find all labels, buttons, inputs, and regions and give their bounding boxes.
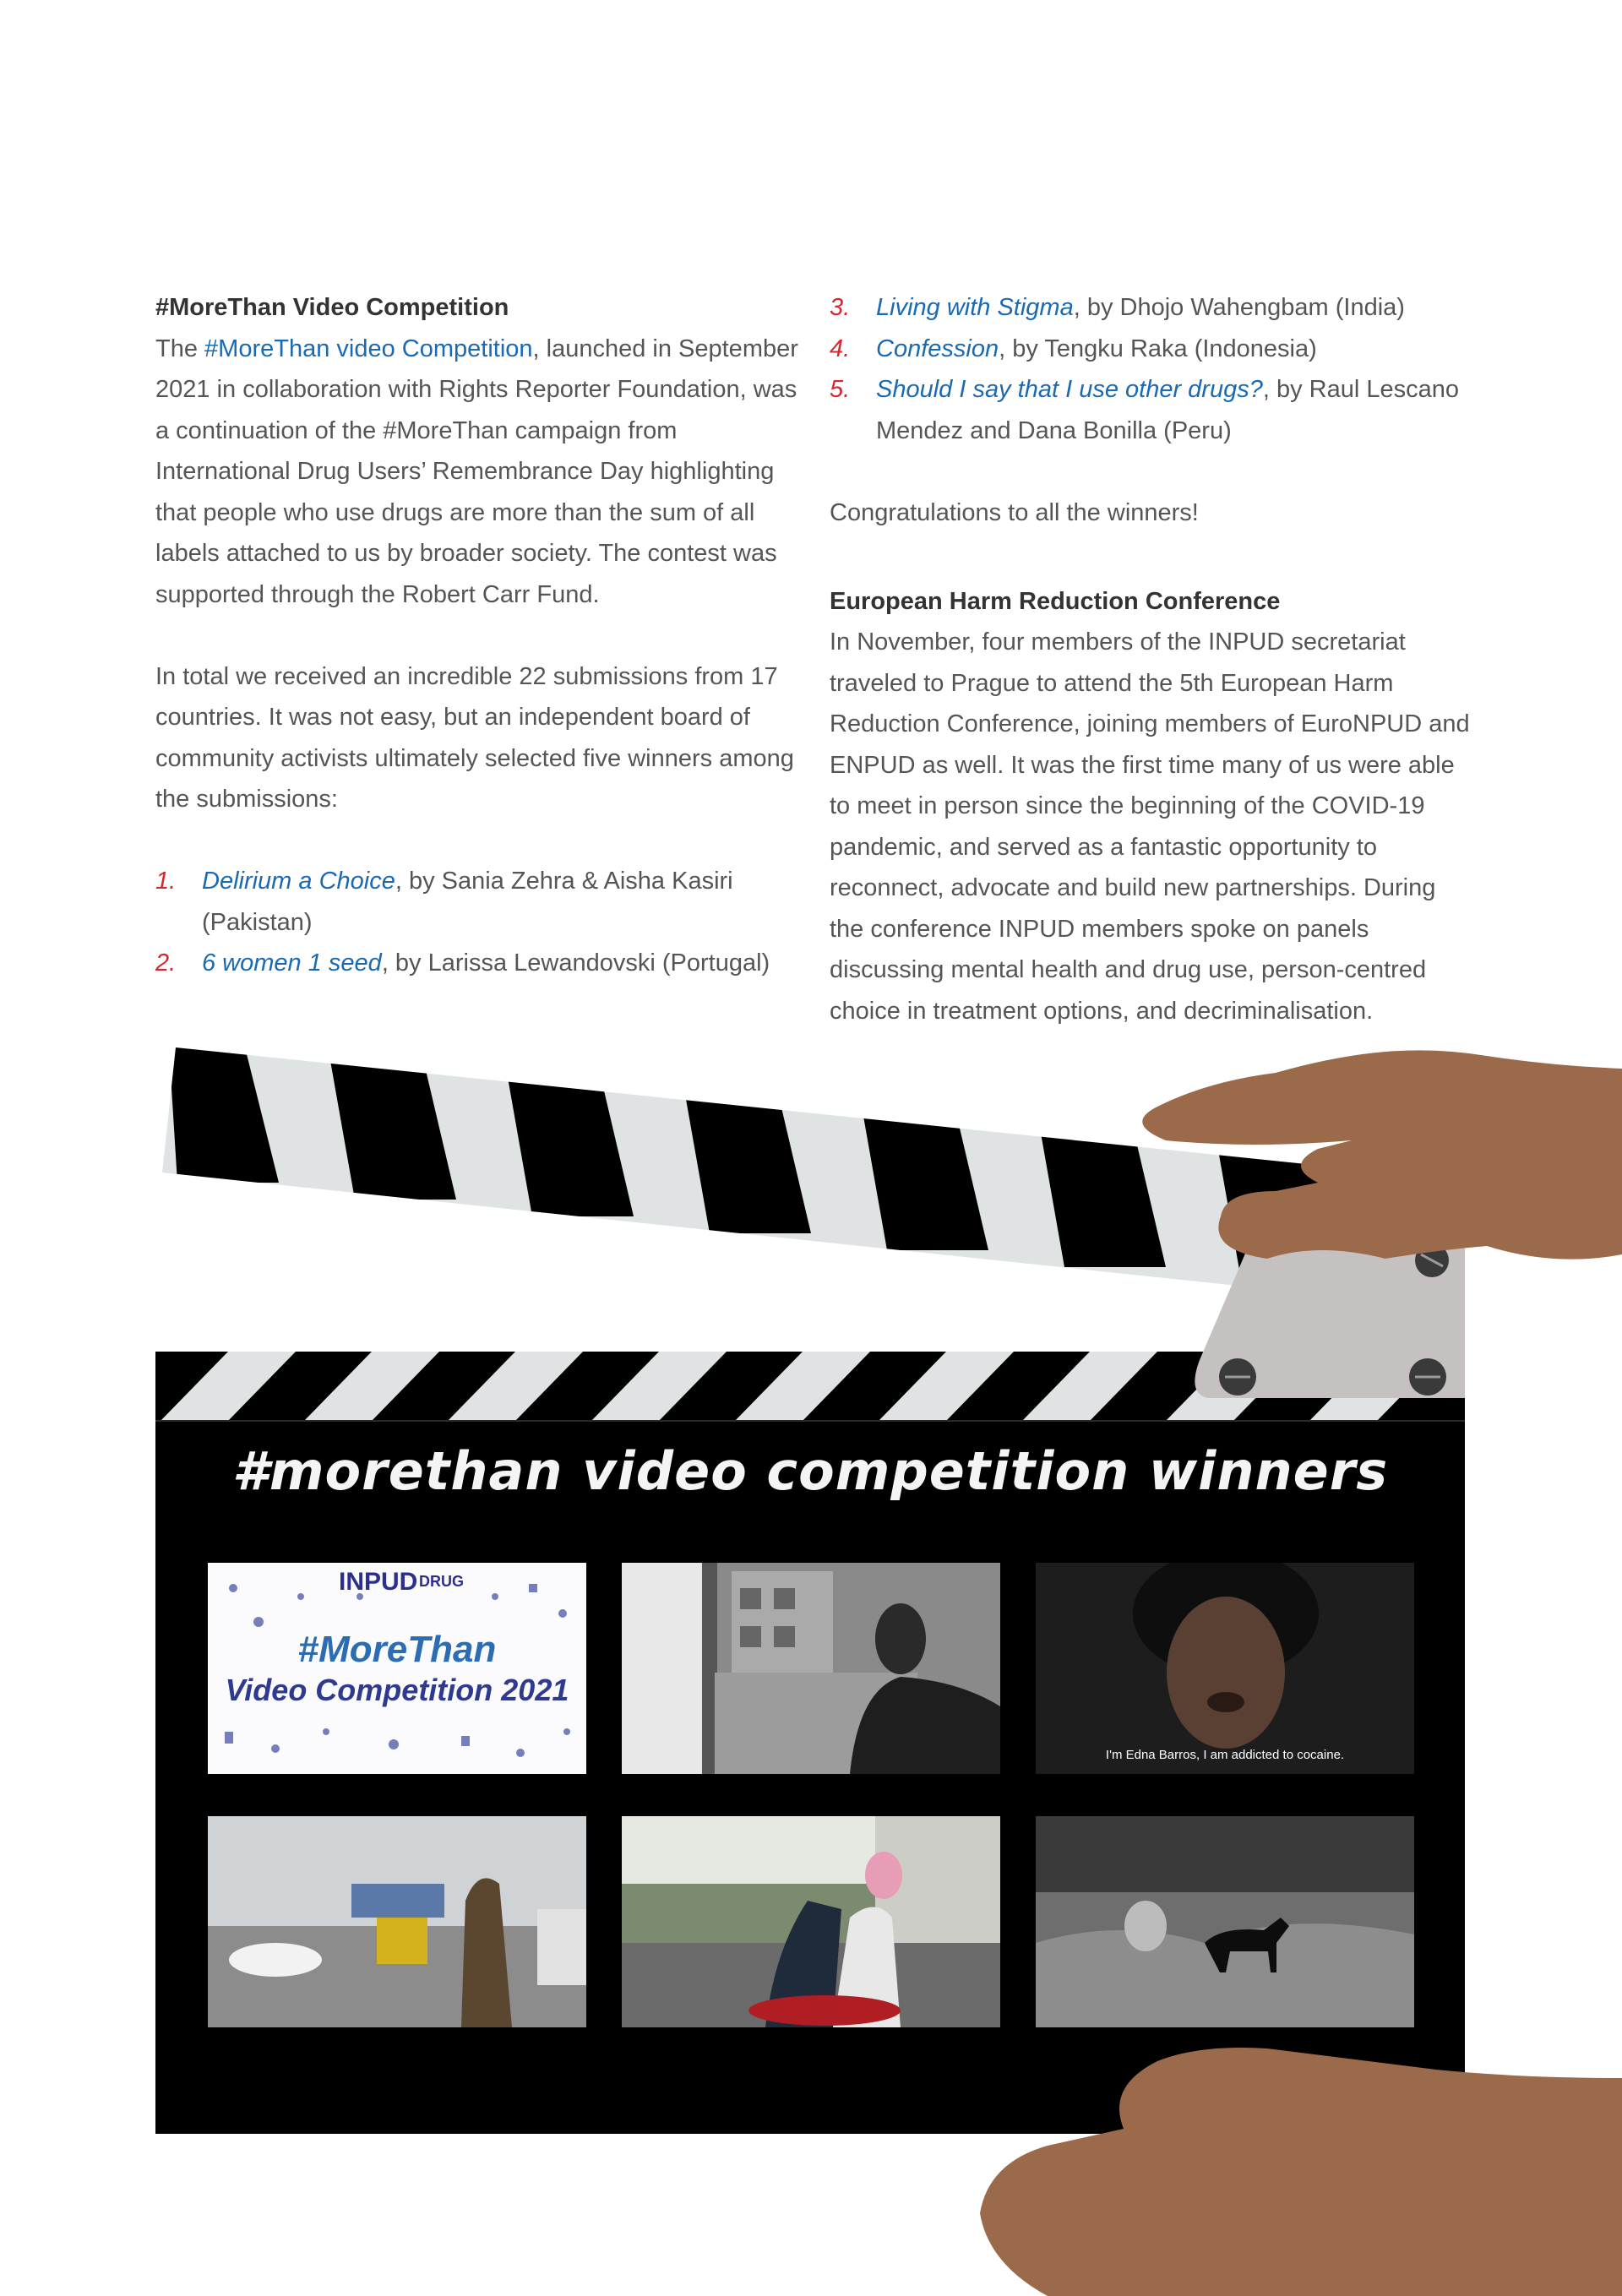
section-heading-conference: European Harm Reduction Conference	[830, 587, 1281, 615]
winner-thumbnail-2[interactable]	[622, 1563, 1000, 1774]
drug-reporter-logo: DRUG	[419, 1573, 464, 1590]
video-subtitle: I'm Edna Barros, I am addicted to cocaine.	[1105, 1748, 1345, 1762]
dog-scene	[1036, 1816, 1414, 2027]
right-column	[830, 287, 1472, 1031]
morethan-paragraph: The #MoreThan video Competition, launched in September 2021 in collaboration with Rights Reporter Foundation, was a continuation of the #MoreThan campaign from International Drug Users’ Remembrance Day highlighting that people who use drugs are more than the sum of all labels attached to us by broader society. The contest was supported through the Robert Carr Fund.	[155, 335, 798, 608]
submissions-paragraph: In total we received an incredible 22 submissions from 17 countries. It was not easy, but an independent board of community activists ultimately selected five winners among the submissions:	[155, 662, 794, 813]
winner-link[interactable]: Living with Stigma	[876, 294, 1074, 321]
left-column	[155, 287, 814, 984]
thumbnail-subtitle: Video Competition 2021	[225, 1673, 569, 1707]
thumbnail-title: #MoreThan	[297, 1629, 497, 1670]
list-item: 4. Confession, by Tengku Raka (Indonesia)	[830, 335, 1317, 362]
morethan-link[interactable]: #MoreThan video Competition	[204, 335, 533, 362]
congratulations-text: Congratulations to all the winners!	[830, 498, 1199, 526]
portrait-scene	[1036, 1563, 1414, 1774]
list-item: 1. Delirium a Choice, by Sania Zehra & Aisha Kasiri (Pakistan)	[155, 868, 733, 936]
winners-list	[155, 861, 814, 984]
winner-link[interactable]: 6 women 1 seed	[202, 949, 382, 977]
winners-list-continued	[830, 287, 1472, 451]
list-item: 5. Should I say that I use other drugs?, by Raul Lescano Mendez and Dana Bonilla (Peru)	[830, 376, 1459, 444]
motorbike-scene	[622, 1816, 1000, 2027]
list-item: 2. 6 women 1 seed, by Larissa Lewandovski (Portugal)	[155, 949, 770, 977]
clapper-arm	[152, 1039, 1343, 1301]
winner-link[interactable]: Confession	[876, 335, 999, 362]
inpud-logo: INPUD	[339, 1568, 418, 1596]
winner-thumbnail-5[interactable]	[622, 1816, 1000, 2027]
winner-link[interactable]: Delirium a Choice	[202, 868, 395, 895]
conference-paragraph: In November, four members of the INPUD secretariat traveled to Prague to attend the 5th European Harm Reduction Conference, joining members of EuroNPUD and ENPUD as well. It was the first time many of us were able to meet in person since the beginning of the COVID-19 pandemic, and served as a fantastic opportunity to reconnect, advocate and build new partnerships. During the conference INPUD members spoke on panels discussing mental health and drug use, person-centred choice in treatment options, and decriminalisation.	[830, 628, 1470, 1025]
city-window-scene	[622, 1563, 1000, 1774]
section-heading-morethan: #MoreThan Video Competition	[155, 294, 509, 321]
winner-link[interactable]: Should I say that I use other drugs?	[876, 376, 1263, 403]
winner-thumbnail-3[interactable]	[1036, 1563, 1414, 1774]
street-scene	[208, 1816, 586, 2027]
winner-thumbnail-1[interactable]	[208, 1563, 586, 1774]
list-item: 3. Living with Stigma, by Dhojo Wahengbam (India)	[830, 294, 1405, 321]
board-title: #morethan video competition winners	[231, 1440, 1389, 1502]
winner-thumbnail-4[interactable]	[208, 1816, 586, 2027]
winner-thumbnail-6[interactable]	[1036, 1816, 1414, 2027]
